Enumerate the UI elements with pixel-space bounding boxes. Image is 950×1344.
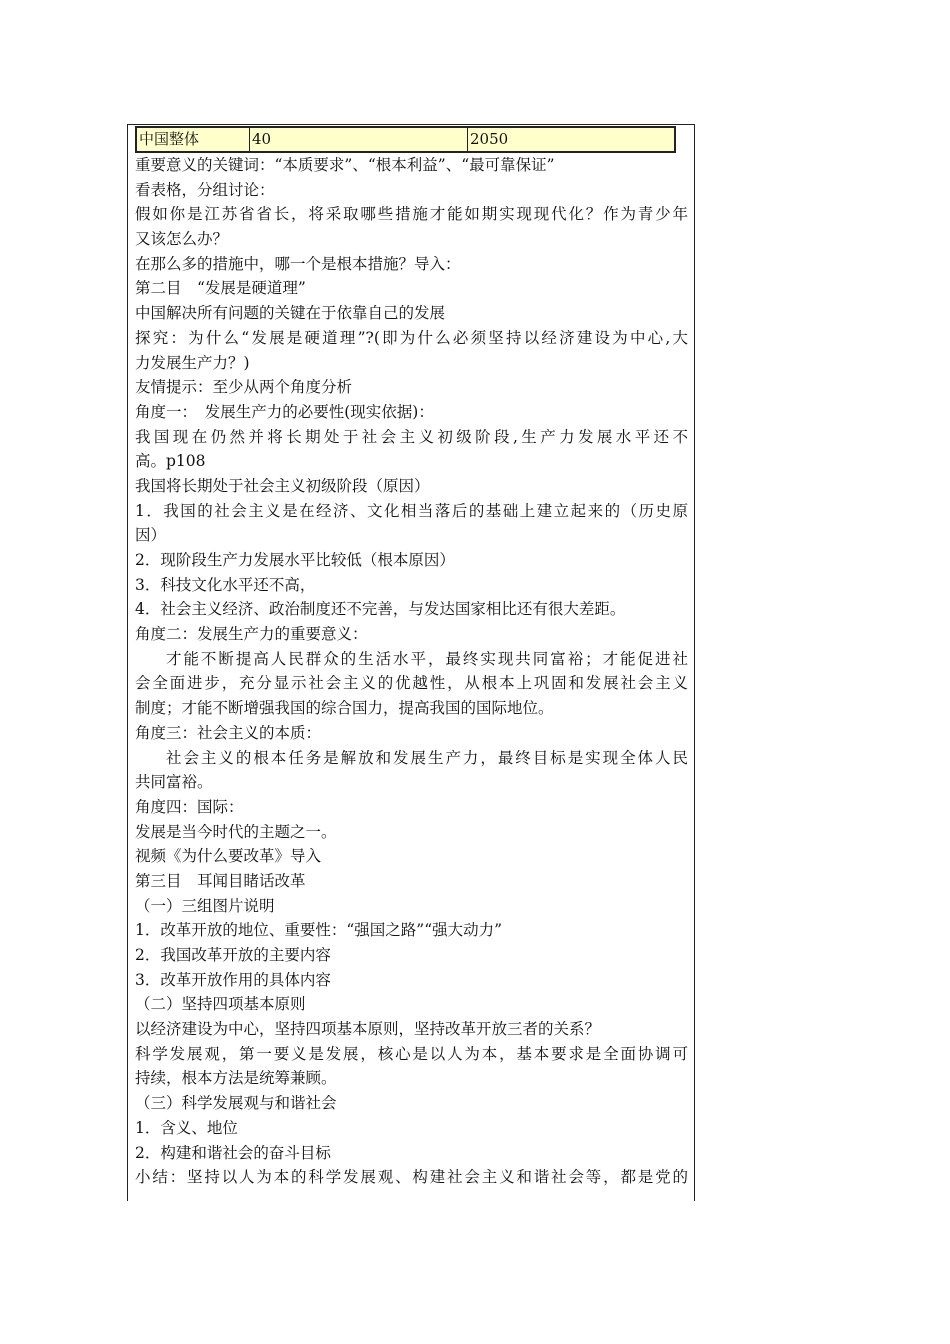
text-line: 视频《为什么要改革》导入 <box>135 847 322 866</box>
text-line: （二）坚持四项基本原则 <box>135 995 306 1014</box>
text-line: 力发展生产力？) <box>135 353 250 372</box>
text-line: 我国现在仍然并将长期处于社会主义初级阶段,生产力发展水平还不 <box>135 427 688 446</box>
text-line: 第三目 耳闻目睹话改革 <box>135 871 306 890</box>
text-line: 3．改革开放作用的具体内容 <box>135 970 331 989</box>
text-line: 中国解决所有问题的关键在于依靠自己的发展 <box>135 304 446 323</box>
data-table-row <box>135 126 676 153</box>
text-line: 2．我国改革开放的主要内容 <box>135 946 331 964</box>
text-line: 共同富裕。 <box>135 773 213 792</box>
text-line: 4．社会主义经济、政治制度还不完善，与发达国家相比还有很大差距。 <box>135 600 626 619</box>
text-line: 1．改革开放的地位、重要性：“强国之路”“强大动力” <box>135 921 503 940</box>
text-line: 探究：为什么“发展是硬道理”?(即为什么必须坚持以经济建设为中心,大 <box>135 328 688 347</box>
text-line: 持续，根本方法是统筹兼顾。 <box>135 1069 337 1088</box>
text-line: 假如你是江苏省省长，将采取哪些措施才能如期实现现代化？作为青少年 <box>135 205 688 224</box>
text-line: 重要意义的关键词：“本质要求”、“根本利益”、“最可靠保证” <box>135 156 555 174</box>
text-line: 角度一： 发展生产力的必要性(现实依据)： <box>135 402 434 421</box>
text-line: 1．我国的社会主义是在经济、文化相当落后的基础上建立起来的（历史原 <box>135 501 688 520</box>
text-line: 第二目 “发展是硬道理” <box>135 279 306 298</box>
text-line: 会全面进步，充分显示社会主义的优越性，从根本上巩固和发展社会主义 <box>135 674 688 693</box>
document-body <box>135 153 688 1190</box>
text-line: 1．含义、地位 <box>135 1118 238 1137</box>
text-line: （三）科学发展观与和谐社会 <box>135 1094 337 1113</box>
text-line: 2．现阶段生产力发展水平比较低（根本原因） <box>135 551 455 569</box>
text-line: 友情提示：至少从两个角度分析 <box>135 378 353 397</box>
text-line: 又该怎么办？ <box>135 230 229 249</box>
text-line: 发展是当今时代的主题之一。 <box>135 822 337 841</box>
text-line: 社会主义的根本任务是解放和发展生产力，最终目标是实现全体人民 <box>166 748 688 767</box>
text-line: 我国将长期处于社会主义初级阶段（原因） <box>135 476 430 495</box>
text-line: 才能不断提高人民群众的生活水平，最终实现共同富裕；才能促进社 <box>166 649 688 668</box>
text-line: （一）三组图片说明 <box>135 896 275 915</box>
text-line: 角度二：发展生产力的重要意义： <box>135 625 368 644</box>
text-line: 角度四：国际： <box>135 797 244 816</box>
text-line: 制度；才能不断增强我国的综合国力，提高我国的国际地位。 <box>135 699 554 718</box>
text-line: 小结：坚持以人为本的科学发展观、构建社会主义和谐社会等，都是党的 <box>135 1168 688 1187</box>
text-line: 在那么多的措施中，哪一个是根本措施？导入： <box>135 254 461 273</box>
text-line: 科学发展观，第一要义是发展，核心是以人为本，基本要求是全面协调可 <box>135 1044 688 1063</box>
text-line: 因） <box>135 526 167 545</box>
text-line: 高。p108 <box>135 452 206 471</box>
table-cell-value: 40 <box>250 128 468 151</box>
table-cell-region: 中国整体 <box>137 128 250 151</box>
text-line: 2．构建和谐社会的奋斗目标 <box>135 1143 331 1162</box>
text-line: 以经济建设为中心，坚持四项基本原则，坚持改革开放三者的关系？ <box>135 1020 601 1039</box>
table-cell-year: 2050 <box>470 130 509 148</box>
text-line: 3．科技文化水平还不高， <box>135 575 316 594</box>
text-line: 角度三：社会主义的本质： <box>135 723 322 742</box>
text-line: 看表格，分组讨论： <box>135 180 275 199</box>
